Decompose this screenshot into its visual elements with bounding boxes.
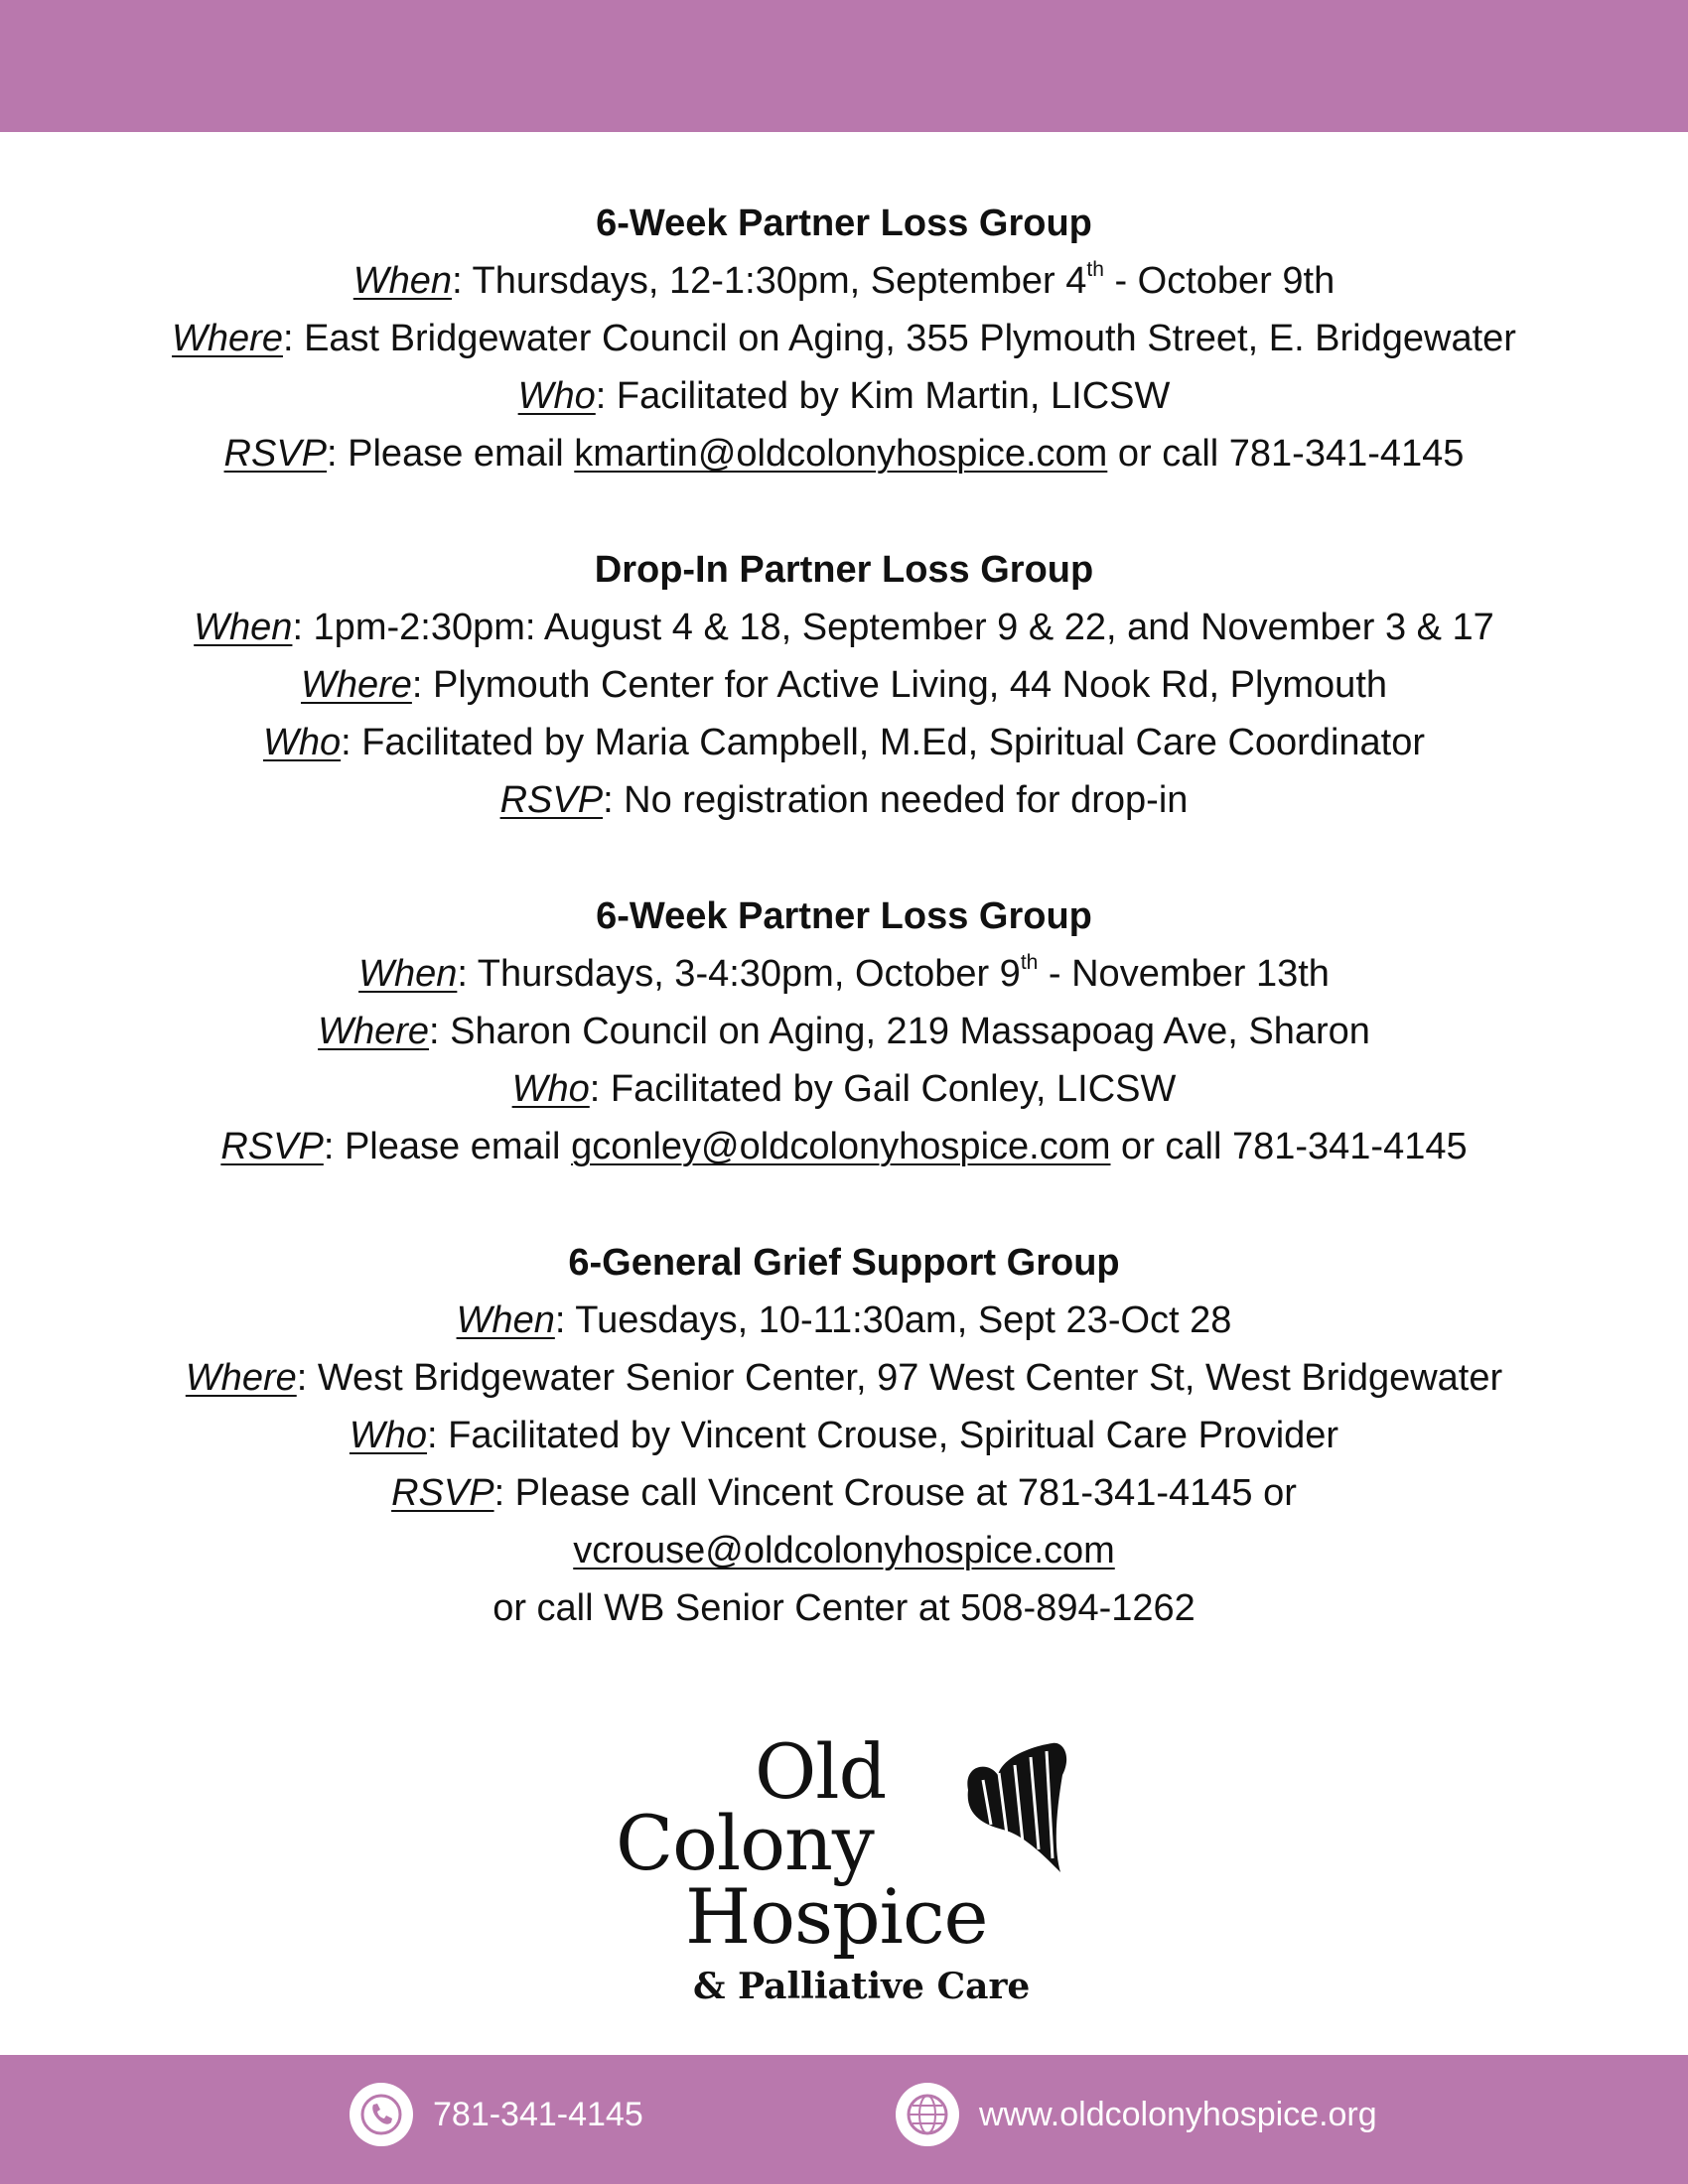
old-colony-hospice-logo — [616, 1727, 1092, 2025]
logo-word-palliative-care: & Palliative Care — [693, 1966, 1031, 2007]
group-title: 6-General Grief Support Group — [568, 1242, 1120, 1284]
when-label: When — [352, 260, 453, 302]
where-line — [0, 310, 1688, 367]
group-2 — [0, 541, 1688, 829]
rsvp-label: RSVP — [499, 779, 604, 821]
rsvp-extra-line: or call WB Senior Center at 508-894-1262 — [492, 1587, 1196, 1629]
group-title: 6-Week Partner Loss Group — [596, 203, 1092, 244]
who-label: Who — [349, 1415, 428, 1456]
rsvp-text: : Please call Vincent Crouse at 781-341-4145 or — [493, 1472, 1297, 1514]
rsvp-label: RSVP — [220, 1126, 324, 1167]
logo-word-old: Old — [755, 1727, 887, 1816]
where-text: : East Bridgewater Council on Aging, 355 Plymouth Street, E. Bridgewater — [282, 318, 1516, 359]
rsvp-text: : Please email — [323, 1126, 572, 1167]
when-text: : Thursdays, 3-4:30pm, October 9 — [457, 953, 1021, 995]
rsvp-text: : No registration needed for drop-in — [603, 779, 1189, 821]
rsvp-text-end: or call 781-341-4145 — [1107, 433, 1465, 475]
logo-word-hospice: Hospice — [685, 1872, 988, 1961]
rsvp-email-line — [0, 1522, 1688, 1579]
rsvp-text: : Please email — [327, 433, 575, 475]
who-line — [0, 367, 1688, 425]
where-label: Where — [172, 318, 283, 359]
when-text-end: - November 13th — [1038, 953, 1330, 995]
who-line — [0, 1407, 1688, 1464]
rsvp-text-end: or call 781-341-4145 — [1110, 1126, 1468, 1167]
who-line — [0, 714, 1688, 771]
when-sup: th — [1086, 258, 1104, 281]
rsvp-line — [0, 771, 1688, 829]
footer-website[interactable] — [896, 2083, 1377, 2146]
who-text: : Facilitated by Maria Campbell, M.Ed, Spiritual Care Coordinator — [341, 722, 1426, 763]
where-label: Where — [185, 1357, 297, 1399]
logo-word-colony: Colony — [616, 1799, 874, 1887]
when-sup: th — [1020, 951, 1039, 974]
when-text-end: - October 9th — [1103, 260, 1336, 302]
who-label: Who — [262, 722, 342, 763]
where-text: : West Bridgewater Senior Center, 97 West Center St, West Bridgewater — [296, 1357, 1503, 1399]
group-title: Drop-In Partner Loss Group — [594, 549, 1094, 591]
when-text: : Thursdays, 12-1:30pm, September 4 — [452, 260, 1087, 302]
who-text: : Facilitated by Vincent Crouse, Spiritual Care Provider — [427, 1415, 1339, 1456]
when-line — [0, 1292, 1688, 1349]
footer-website-text: www.oldcolonyhospice.org — [979, 2095, 1377, 2133]
when-text: : 1pm-2:30pm: August 4 & 18, September 9 & 22, and November 3 & 17 — [292, 607, 1494, 648]
footer-phone[interactable] — [350, 2083, 643, 2146]
group-4 — [0, 1234, 1688, 1637]
when-label: When — [358, 953, 458, 995]
where-line — [0, 1003, 1688, 1060]
group-3 — [0, 887, 1688, 1175]
where-line — [0, 1349, 1688, 1407]
footer-phone-text: 781-341-4145 — [433, 2095, 643, 2133]
rsvp-label: RSVP — [223, 433, 328, 475]
rsvp-line — [0, 1464, 1688, 1522]
groups-list — [0, 195, 1688, 1696]
who-line — [0, 1060, 1688, 1118]
email-link[interactable]: gconley@oldcolonyhospice.com — [571, 1126, 1111, 1167]
who-label: Who — [517, 375, 596, 417]
group-title: 6-Week Partner Loss Group — [596, 895, 1092, 937]
when-text: : Tuesdays, 10-11:30am, Sept 23-Oct 28 — [554, 1299, 1232, 1341]
email-link[interactable]: vcrouse@oldcolonyhospice.com — [573, 1530, 1115, 1571]
top-banner — [0, 0, 1688, 132]
email-link[interactable]: kmartin@oldcolonyhospice.com — [574, 433, 1108, 475]
where-label: Where — [300, 664, 412, 706]
when-line — [0, 252, 1688, 310]
when-label: When — [194, 607, 293, 648]
rsvp-line — [0, 425, 1688, 482]
where-label: Where — [318, 1011, 430, 1052]
scribble-heart-icon — [943, 1735, 1092, 1884]
rsvp-label: RSVP — [391, 1472, 494, 1514]
footer-banner — [0, 2055, 1688, 2184]
who-label: Who — [511, 1068, 590, 1110]
rsvp-line — [0, 1118, 1688, 1175]
who-text: : Facilitated by Kim Martin, LICSW — [595, 375, 1171, 417]
globe-icon — [896, 2083, 959, 2146]
where-text: : Plymouth Center for Active Living, 44 Nook Rd, Plymouth — [411, 664, 1388, 706]
where-line — [0, 656, 1688, 714]
group-1 — [0, 195, 1688, 482]
when-label: When — [456, 1299, 555, 1341]
who-text: : Facilitated by Gail Conley, LICSW — [589, 1068, 1177, 1110]
where-text: : Sharon Council on Aging, 219 Massapoag Ave, Sharon — [429, 1011, 1370, 1052]
when-line — [0, 599, 1688, 656]
when-line — [0, 945, 1688, 1003]
phone-icon — [350, 2083, 413, 2146]
